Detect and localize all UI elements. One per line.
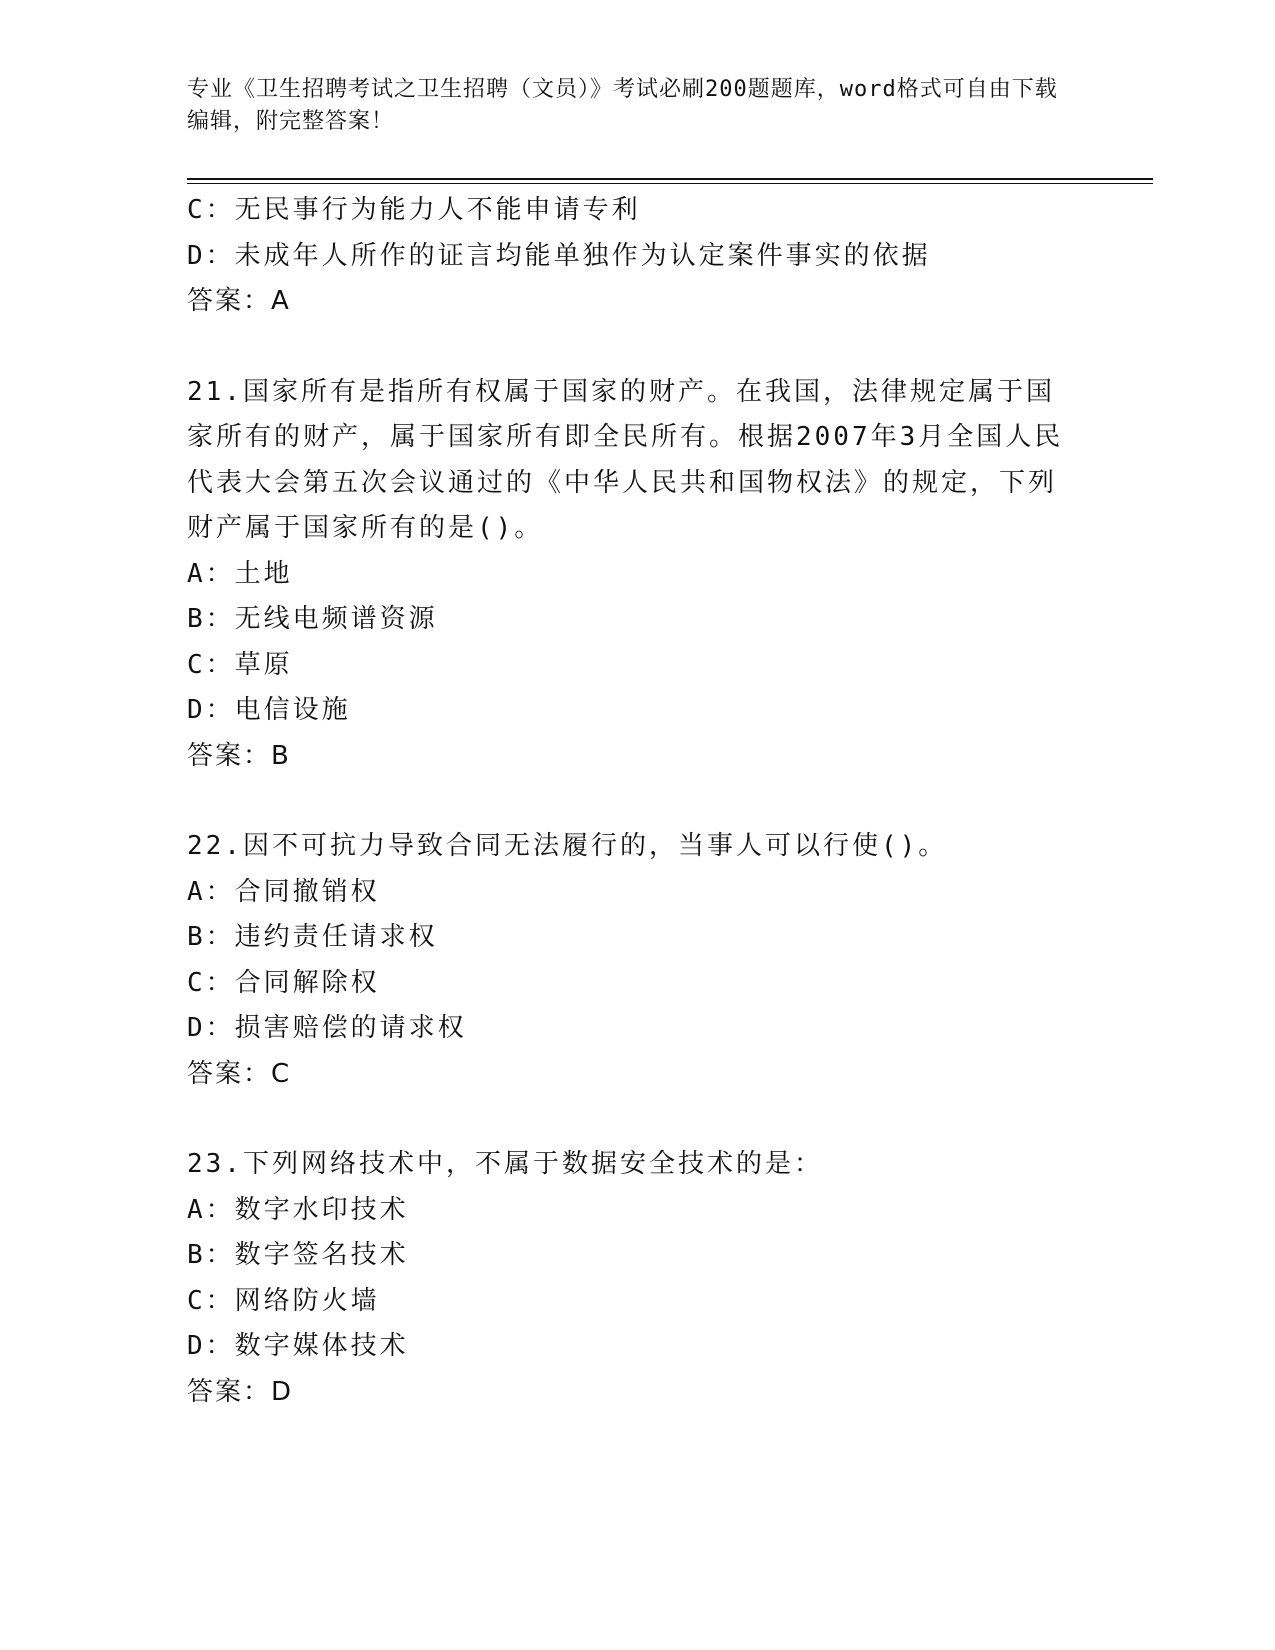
option-c: C：无民事行为能力人不能申请专利 [187, 195, 641, 225]
question-21 [187, 370, 1087, 780]
option-a: A：土地 [187, 558, 293, 589]
option-b: B：违约责任请求权 [187, 922, 438, 952]
answer-line: 答案：B [187, 740, 291, 771]
option-c: C：网络防火墙 [187, 1285, 380, 1316]
option-c: C：合同解除权 [187, 967, 380, 998]
header-rule-thick [187, 178, 1153, 180]
question-22 [187, 824, 1087, 1097]
question-stem: 21.国家所有是指所有权属于国家的财产。在我国，法律规定属于国家所有的财产，属于国家所有即全民所有。根据2007年3月全国人民代表大会第五次会议通过的《中华人民共和国物权法》的规定，下列财产属于国家所有的是()。 [187, 376, 1064, 543]
answer-line: 答案：A [187, 286, 291, 316]
answer-line: 答案：C [187, 1058, 292, 1089]
question-stem: 23.下列网络技术中，不属于数据安全技术的是： [187, 1149, 823, 1179]
option-d: D：未成年人所作的证言均能单独作为认定案件事实的依据 [187, 240, 931, 271]
option-a: A：合同撤销权 [187, 876, 380, 907]
question-stem: 22.因不可抗力导致合同无法履行的，当事人可以行使()。 [187, 831, 948, 861]
option-d: D：数字媒体技术 [187, 1331, 409, 1361]
spacer [187, 779, 1087, 824]
spacer [187, 325, 1087, 370]
question-content [187, 188, 1087, 1415]
option-b: B：无线电频谱资源 [187, 604, 438, 634]
option-d: D：损害赔偿的请求权 [187, 1013, 467, 1043]
option-c: C：草原 [187, 649, 293, 680]
document-header: 专业《卫生招聘考试之卫生招聘（文员）》考试必刷200题题库，word格式可自由下载编辑，附完整答案！ [187, 77, 1058, 134]
spacer [187, 1097, 1087, 1142]
answer-line: 答案：D [187, 1376, 294, 1407]
previous-question-tail [187, 188, 1087, 325]
question-23 [187, 1142, 1087, 1415]
option-b: B：数字签名技术 [187, 1240, 409, 1270]
option-a: A：数字水印技术 [187, 1194, 409, 1225]
header-rule-thin [187, 183, 1153, 184]
option-d: D：电信设施 [187, 695, 351, 725]
